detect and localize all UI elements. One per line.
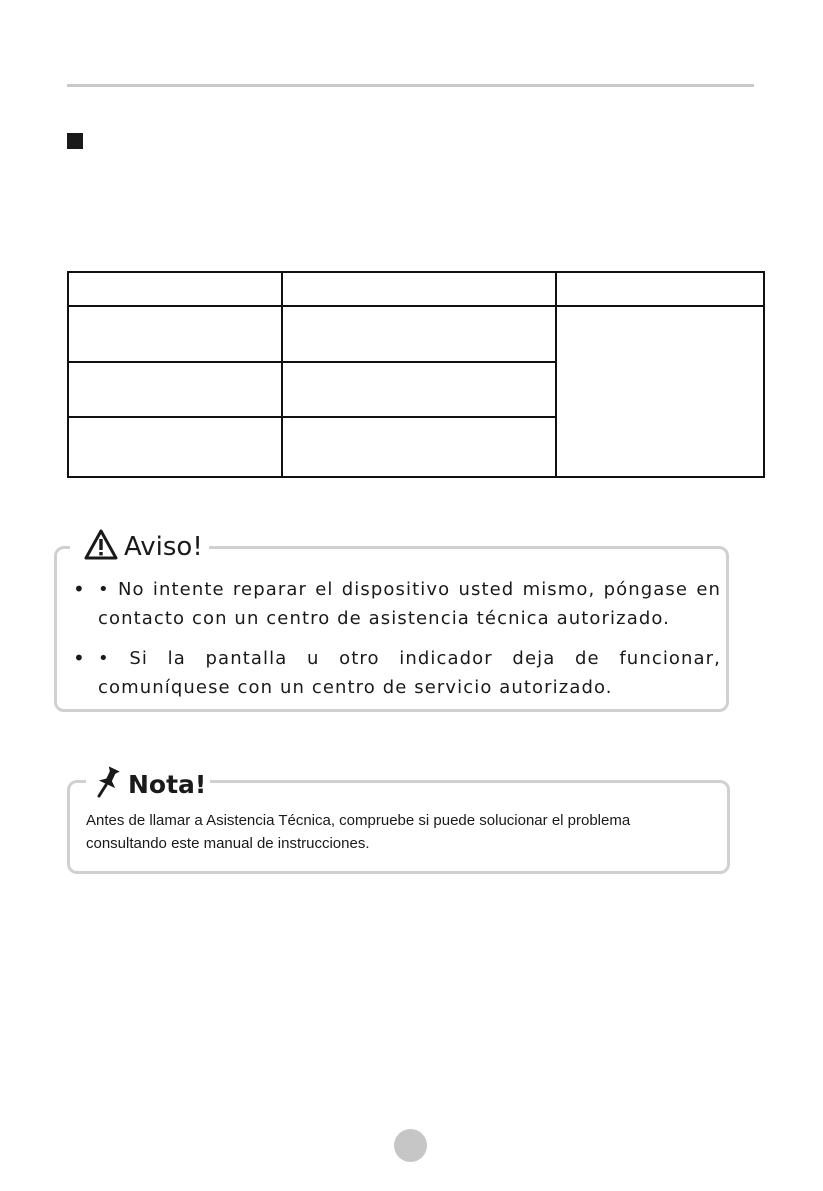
warning-item [73,644,721,702]
page-number-badge [394,1129,427,1162]
table-cell [68,417,282,477]
header-rule [67,84,754,87]
warning-title: Aviso! [124,532,203,562]
troubleshooting-table [67,271,765,478]
warning-item-text: • No intente reparar el dispositivo usted mismo, póngase en contacto con un centro de asistencia técnica autorizado. [98,579,721,629]
table-cell [282,306,556,362]
table-row [68,306,764,362]
warning-triangle-icon [84,529,118,565]
table-cell [282,362,556,417]
table-cell [68,362,282,417]
table-cell [68,272,282,306]
section-square-bullet [67,133,83,149]
pushpin-icon [94,766,122,802]
note-text: Antes de llamar a Asistencia Técnica, compruebe si puede solucionar el problema consultando este manual de instrucciones. [86,812,631,852]
warning-heading [70,528,209,566]
bullet-icon: • [73,577,86,601]
warning-item-text: • Si la pantalla u otro indicador deja de funcionar, comuníquese con un centro de servicio autorizado. [98,648,721,698]
table-cell [556,272,764,306]
table-cell [282,417,556,477]
table-merged-cell [556,306,764,477]
warning-item [73,575,721,633]
bullet-icon: • [73,646,86,670]
table-cell [68,306,282,362]
warning-list [73,575,721,713]
table-header-row [68,272,764,306]
note-heading [86,766,210,802]
table-cell [282,272,556,306]
note-title: Nota! [128,769,207,799]
